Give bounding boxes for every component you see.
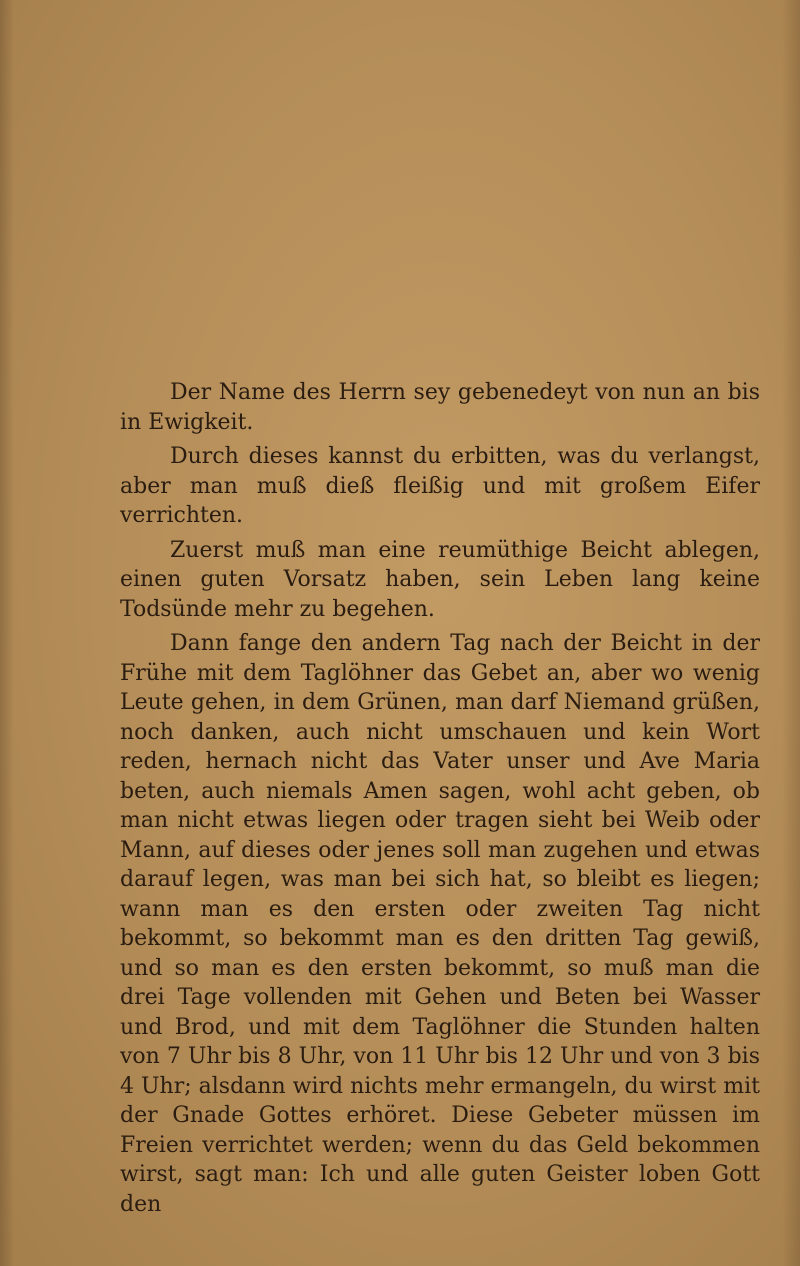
paragraph-3: Zuerst muß man eine reumüthige Beicht ablegen, einen guten Vorsatz haben, sein Leben lang keine Todsünde mehr zu begehen. (120, 537, 760, 622)
page-edge-shadow (782, 0, 800, 1266)
paragraph-2: Durch dieses kannst du erbitten, was du verlangst, aber man muß dieß fleißig und mit großem Eifer verrichten. (120, 444, 760, 528)
page-spine-shadow (0, 0, 14, 1266)
paragraph-4: Dann fange den andern Tag nach der Beicht in der Frühe mit dem Taglöhner das Gebet an, aber wo wenig Leute gehen, in dem Grünen, man darf Niemand grüßen, noch danken, auch nicht umschauen und kein Wort reden, hernach nicht das Vater unser und Ave Maria beten, auch niemals Amen sagen, wohl acht geben, ob man nicht etwas liegen oder tragen sieht bei Weib oder Mann, auf dieses oder jenes soll man zugehen und etwas darauf legen, was man bei sich hat, so bleibt es liegen; wann man es den ersten oder zweiten Tag nicht bekommt, so bekommt man es den dritten Tag gewiß, und so man es den ersten bekommt, so muß man die drei Tage vollenden mit Gehen und Beten bei Wasser und Brod, und mit dem Taglöhner die Stunden halten von 7 Uhr bis 8 Uhr, von 11 Uhr bis 12 Uhr und von 3 bis 4 Uhr; alsdann wird nichts mehr ermangeln, du wirst mit der Gnade Gottes erhöret. Diese Gebeter müssen im Freien verrichtet werden; wenn du das Geld bekommen wirst, sagt man: Ich und alle guten Geister loben Gott den (120, 631, 760, 1217)
paragraph-1: Der Name des Herrn sey gebenedeyt von nun an bis in Ewigkeit. (120, 380, 760, 435)
body-text (120, 378, 760, 1219)
